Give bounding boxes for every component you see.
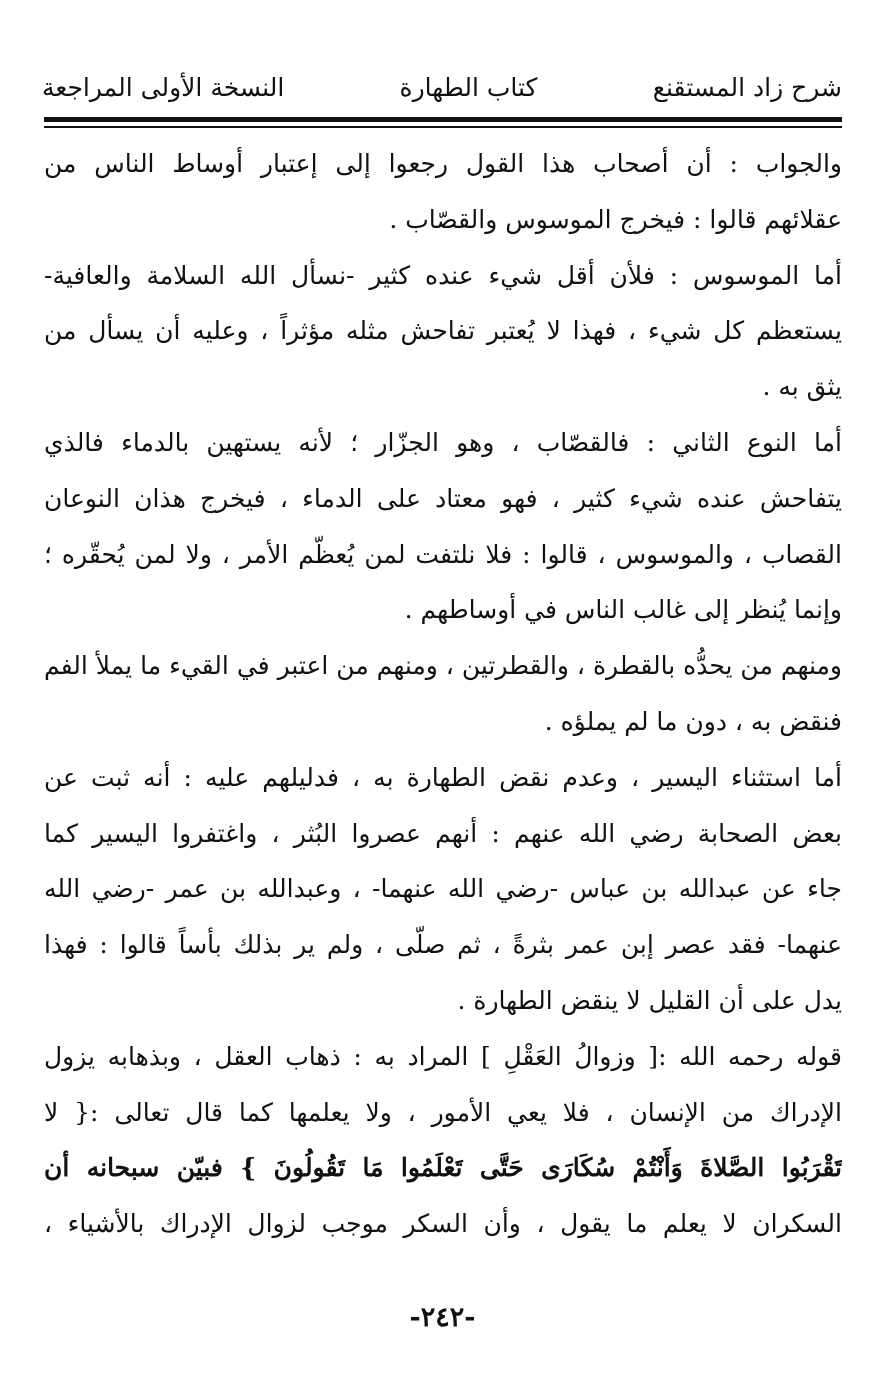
text-line: الإدراك من الإنسان ، فلا يعي الأمور ، ولا يعلمها كما قال تعالى :{ لا <box>44 1097 842 1127</box>
page-number: -٢٤٢- <box>409 1302 476 1333</box>
header-book-title: شرح زاد المستقنع <box>652 72 842 102</box>
text-line: أما استثناء اليسير ، وعدم نقض الطهارة به ، فدليلهم عليه : أنه ثبت عن <box>44 762 842 792</box>
text-line: أما النوع الثاني : فالقصّاب ، وهو الجزّار ؛ لأنه يستهين بالدماء فالذي <box>44 427 842 457</box>
text-line: عقلائهم قالوا : فيخرج الموسوس والقصّاب . <box>389 204 842 234</box>
text-line: أما الموسوس : فلأن أقل شيء عنده كثير -نسأل الله السلامة والعافية- <box>44 260 842 290</box>
text-line: بعض الصحابة رضي الله عنهم : أنهم عصروا البُثر ، واغتفروا اليسير كما <box>44 818 842 848</box>
header-chapter-title: كتاب الطهارة <box>399 72 538 102</box>
running-header <box>42 62 842 112</box>
header-rule-thick <box>44 117 842 122</box>
text-line: ومنهم من يحدُّه بالقطرة ، والقطرتين ، ومنهم من اعتبر في القيء ما يملأ الفم <box>44 651 842 681</box>
text-line: جاء عن عبدالله بن عباس -رضي الله عنهما- ، وعبدالله بن عمر -رضي الله <box>44 874 842 904</box>
text-line: السكران لا يعلم ما يقول ، وأن السكر موجب لزوال الإدراك بالأشياء ، <box>44 1209 842 1239</box>
body-text <box>44 136 842 1252</box>
text-line: عنهما- فقد عصر إبن عمر بثرةً ، ثم صلّى ، ولم ير بذلك بأساً قالوا : فهذا <box>44 930 842 960</box>
text-line: فنقض به ، دون ما لم يملؤه . <box>544 706 842 736</box>
text-line: والجواب : أن أصحاب هذا القول رجعوا إلى إعتبار أوساط الناس من <box>44 149 842 178</box>
header-edition-note: النسخة الأولى المراجعة <box>42 72 285 102</box>
text-line: يتفاحش عنده شيء كثير ، فهو معتاد على الدماء ، فيخرج هذان النوعان <box>44 483 842 513</box>
text-line: يثق به . <box>762 372 842 402</box>
text-line-quote: قوله رحمه الله :[ وزوالُ العَقْلِ ] المراد به : ذهاب العقل ، وبذهابه يزول <box>44 1041 842 1071</box>
text-line: يدل على أن القليل لا ينقض الطهارة . <box>457 985 842 1015</box>
text-line: القصاب ، والموسوس ، قالوا : فلا نلتفت لمن يُعظّم الأمر ، ولا لمن يُحقّره ؛ <box>44 539 842 569</box>
text-line: يستعظم كل شيء ، فهذا لا يُعتبر تفاحش مثله مؤثراً ، وعليه أن يسأل من <box>44 316 842 346</box>
quran-verse-line: تَقْرَبُوا الصَّلاةَ وَأَنْتُمْ سُكَارَى حَتَّى تَعْلَمُوا مَا تَقُولُونَ } فبيّن سبحانه أن <box>44 1153 842 1183</box>
text-line: وإنما يُنظر إلى غالب الناس في أوساطهم . <box>404 595 842 625</box>
header-rule-thin <box>44 126 842 128</box>
